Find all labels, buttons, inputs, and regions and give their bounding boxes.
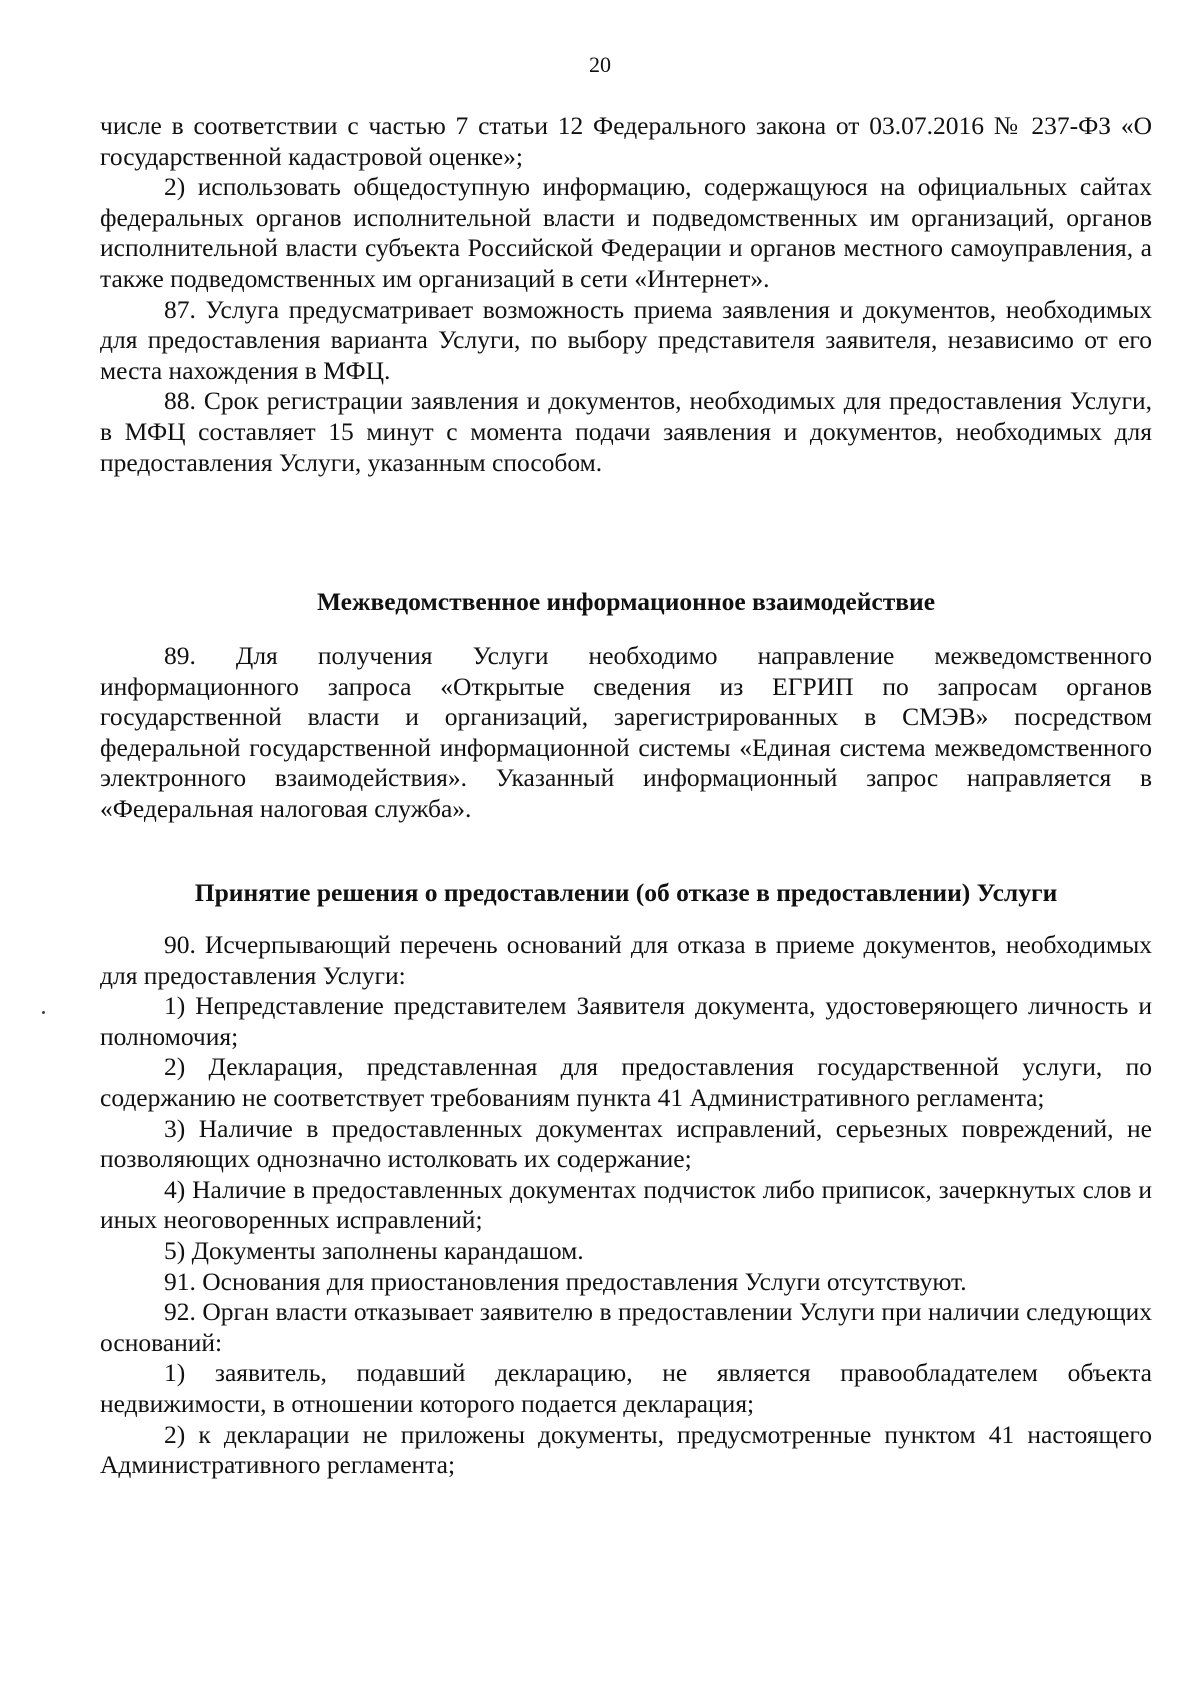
paragraph: 5) Документы заполнены карандашом. — [164, 1235, 584, 1265]
section-heading-decision-text: Принятие решения о предоставлении (об отказе в предоставлении) Услуги — [194, 878, 1058, 907]
paragraph: 2) к декларации не приложены документы, предусмотренные пунктом 41 настоящего Административного регламента; — [100, 1419, 1152, 1480]
text-block-2 — [100, 641, 1152, 825]
paragraph: 4) Наличие в предоставленных документах подчисток либо приписок, зачеркнутых слов и иных неоговоренных исправлений; — [100, 1174, 1152, 1235]
paragraph: 91. Основания для приостановления предоставления Услуги отсутствуют. — [164, 1266, 967, 1296]
paragraph: 88. Срок регистрации заявления и документов, необходимых для предоставления Услуги, в МФЦ составляет 15 минут с момента подачи заявления и документов, необходимых для предоставления Услуги, указанным способом. — [100, 386, 1152, 477]
paragraph: числе в соответствии с частью 7 статьи 12 Федерального закона от 03.07.2016 № 237-ФЗ «О государственной кадастровой оценке»; — [100, 111, 1152, 171]
section-heading-interagency — [100, 587, 1152, 617]
paragraph: 3) Наличие в предоставленных документах исправлений, серьезных повреждений, не позволяющих однозначно истолковать их содержание; — [100, 1113, 1152, 1174]
text-block-1 — [100, 111, 1152, 478]
paragraph: 2) Декларация, представленная для предоставления государственной услуги, по содержанию не соответствует требованиям пункта 41 Административного регламента; — [100, 1052, 1152, 1112]
paragraph: 87. Услуга предусматривает возможность приема заявления и документов, необходимых для предоставления варианта Услуги, по выбору представителя заявителя, независимо от его места нахождения в МФЦ. — [100, 294, 1152, 385]
paragraph: 2) использовать общедоступную информацию, содержащуюся на официальных сайтах федеральных органов исполнительной власти и подведомственных им организаций, органов исполнительной власти субъекта Российской Федерации и органов местного самоуправления, а также подведомственных им организаций в сети «Интернет». — [100, 172, 1152, 293]
paragraph: 89. Для получения Услуги необходимо направление межведомственного информационного запроса «Открытые сведения из ЕГРИП по запросам органов государственной власти и организаций, зарегистрированных в СМЭВ» посредством федеральной государственной информационной системы «Единая система межведомственного электронного взаимодействия». Указанный информационный запрос направляется в «Федеральная налоговая служба». — [100, 641, 1152, 823]
paragraph: 92. Орган власти отказывает заявителю в предоставлении Услуги при наличии следующих оснований: — [100, 1297, 1152, 1357]
paragraph: 1) заявитель, подавший декларацию, не является правообладателем объекта недвижимости, в отношении которого подается декларация; — [100, 1358, 1152, 1418]
text-block-3 — [100, 930, 1152, 1481]
page-number: 20 — [589, 52, 611, 77]
paragraph: 90. Исчерпывающий перечень оснований для отказа в приеме документов, необходимых для предоставления Услуги: — [100, 930, 1152, 990]
scan-speck — [42, 1011, 45, 1014]
paragraph: 1) Непредставление представителем Заявителя документа, удостоверяющего личность и полномочия; — [100, 991, 1152, 1051]
section-heading-interagency-text: Межведомственное информационное взаимодействие — [316, 587, 936, 616]
section-heading-decision — [100, 878, 1152, 908]
